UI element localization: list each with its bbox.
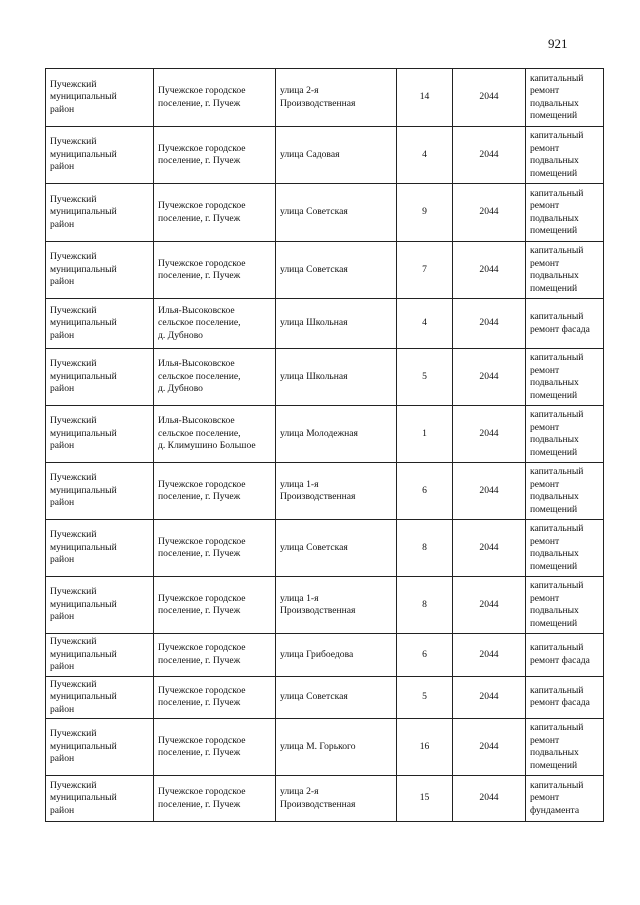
district-cell: Пучежский муниципальный район: [46, 349, 154, 406]
year-cell: 2044: [453, 463, 526, 520]
district-cell: Пучежский муниципальный район: [46, 577, 154, 634]
table-row: [46, 69, 604, 127]
work-type-cell: капитальный ремонт подвальных помещений: [526, 184, 604, 242]
house-number-cell: 4: [397, 299, 453, 349]
house-number-cell: 14: [397, 69, 453, 127]
year-cell: 2044: [453, 242, 526, 299]
settlement-cell: Пучежское городское поселение, г. Пучеж: [154, 676, 276, 719]
work-type-cell: капитальный ремонт подвальных помещений: [526, 69, 604, 127]
year-cell: 2044: [453, 349, 526, 406]
table-row: [46, 184, 604, 242]
street-cell: улица 1-я Производственная: [276, 577, 397, 634]
house-number-cell: 4: [397, 127, 453, 184]
district-cell: Пучежский муниципальный район: [46, 406, 154, 463]
year-cell: 2044: [453, 520, 526, 577]
settlement-cell: Пучежское городское поселение, г. Пучеж: [154, 69, 276, 127]
street-cell: улица Советская: [276, 242, 397, 299]
house-number-cell: 15: [397, 776, 453, 822]
street-cell: улица Советская: [276, 184, 397, 242]
street-cell: улица Молодежная: [276, 406, 397, 463]
district-cell: Пучежский муниципальный район: [46, 127, 154, 184]
work-type-cell: капитальный ремонт подвальных помещений: [526, 719, 604, 776]
street-cell: улица 2-я Производственная: [276, 69, 397, 127]
year-cell: 2044: [453, 69, 526, 127]
house-number-cell: 16: [397, 719, 453, 776]
settlement-cell: Илья-Высоковское сельское поселение, д. Климушино Большое: [154, 406, 276, 463]
table-row: [46, 634, 604, 677]
settlement-cell: Пучежское городское поселение, г. Пучеж: [154, 127, 276, 184]
repair-schedule-table: [45, 68, 604, 822]
table-body: [46, 69, 604, 822]
street-cell: улица Школьная: [276, 349, 397, 406]
year-cell: 2044: [453, 676, 526, 719]
district-cell: Пучежский муниципальный район: [46, 776, 154, 822]
work-type-cell: капитальный ремонт фасада: [526, 676, 604, 719]
settlement-cell: Пучежское городское поселение, г. Пучеж: [154, 634, 276, 677]
year-cell: 2044: [453, 719, 526, 776]
house-number-cell: 7: [397, 242, 453, 299]
page-number: 921: [548, 36, 568, 51]
table-row: [46, 463, 604, 520]
work-type-cell: капитальный ремонт подвальных помещений: [526, 520, 604, 577]
house-number-cell: 1: [397, 406, 453, 463]
work-type-cell: капитальный ремонт подвальных помещений: [526, 577, 604, 634]
table-row: [46, 676, 604, 719]
work-type-cell: капитальный ремонт фундамента: [526, 776, 604, 822]
street-cell: улица М. Горького: [276, 719, 397, 776]
work-type-cell: капитальный ремонт фасада: [526, 299, 604, 349]
house-number-cell: 6: [397, 634, 453, 677]
work-type-cell: капитальный ремонт подвальных помещений: [526, 242, 604, 299]
street-cell: улица Советская: [276, 676, 397, 719]
work-type-cell: капитальный ремонт подвальных помещений: [526, 349, 604, 406]
street-cell: улица 1-я Производственная: [276, 463, 397, 520]
year-cell: 2044: [453, 406, 526, 463]
street-cell: улица Садовая: [276, 127, 397, 184]
year-cell: 2044: [453, 184, 526, 242]
settlement-cell: Пучежское городское поселение, г. Пучеж: [154, 776, 276, 822]
district-cell: Пучежский муниципальный район: [46, 184, 154, 242]
house-number-cell: 5: [397, 676, 453, 719]
district-cell: Пучежский муниципальный район: [46, 634, 154, 677]
district-cell: Пучежский муниципальный район: [46, 676, 154, 719]
settlement-cell: Илья-Высоковское сельское поселение, д. Дубново: [154, 349, 276, 406]
house-number-cell: 9: [397, 184, 453, 242]
district-cell: Пучежский муниципальный район: [46, 520, 154, 577]
work-type-cell: капитальный ремонт подвальных помещений: [526, 463, 604, 520]
work-type-cell: капитальный ремонт фасада: [526, 634, 604, 677]
table-row: [46, 719, 604, 776]
year-cell: 2044: [453, 634, 526, 677]
settlement-cell: Пучежское городское поселение, г. Пучеж: [154, 719, 276, 776]
house-number-cell: 8: [397, 577, 453, 634]
street-cell: улица Грибоедова: [276, 634, 397, 677]
house-number-cell: 8: [397, 520, 453, 577]
district-cell: Пучежский муниципальный район: [46, 69, 154, 127]
table-row: [46, 520, 604, 577]
settlement-cell: Пучежское городское поселение, г. Пучеж: [154, 577, 276, 634]
settlement-cell: Пучежское городское поселение, г. Пучеж: [154, 242, 276, 299]
year-cell: 2044: [453, 577, 526, 634]
settlement-cell: Пучежское городское поселение, г. Пучеж: [154, 520, 276, 577]
house-number-cell: 6: [397, 463, 453, 520]
table-row: [46, 127, 604, 184]
street-cell: улица Советская: [276, 520, 397, 577]
table-row: [46, 299, 604, 349]
table-row: [46, 406, 604, 463]
work-type-cell: капитальный ремонт подвальных помещений: [526, 406, 604, 463]
year-cell: 2044: [453, 127, 526, 184]
year-cell: 2044: [453, 299, 526, 349]
district-cell: Пучежский муниципальный район: [46, 242, 154, 299]
table-row: [46, 242, 604, 299]
street-cell: улица Школьная: [276, 299, 397, 349]
settlement-cell: Пучежское городское поселение, г. Пучеж: [154, 463, 276, 520]
district-cell: Пучежский муниципальный район: [46, 719, 154, 776]
work-type-cell: капитальный ремонт подвальных помещений: [526, 127, 604, 184]
district-cell: Пучежский муниципальный район: [46, 299, 154, 349]
year-cell: 2044: [453, 776, 526, 822]
table-row: [46, 776, 604, 822]
table-row: [46, 577, 604, 634]
table-row: [46, 349, 604, 406]
street-cell: улица 2-я Производственная: [276, 776, 397, 822]
district-cell: Пучежский муниципальный район: [46, 463, 154, 520]
house-number-cell: 5: [397, 349, 453, 406]
settlement-cell: Пучежское городское поселение, г. Пучеж: [154, 184, 276, 242]
settlement-cell: Илья-Высоковское сельское поселение, д. Дубново: [154, 299, 276, 349]
